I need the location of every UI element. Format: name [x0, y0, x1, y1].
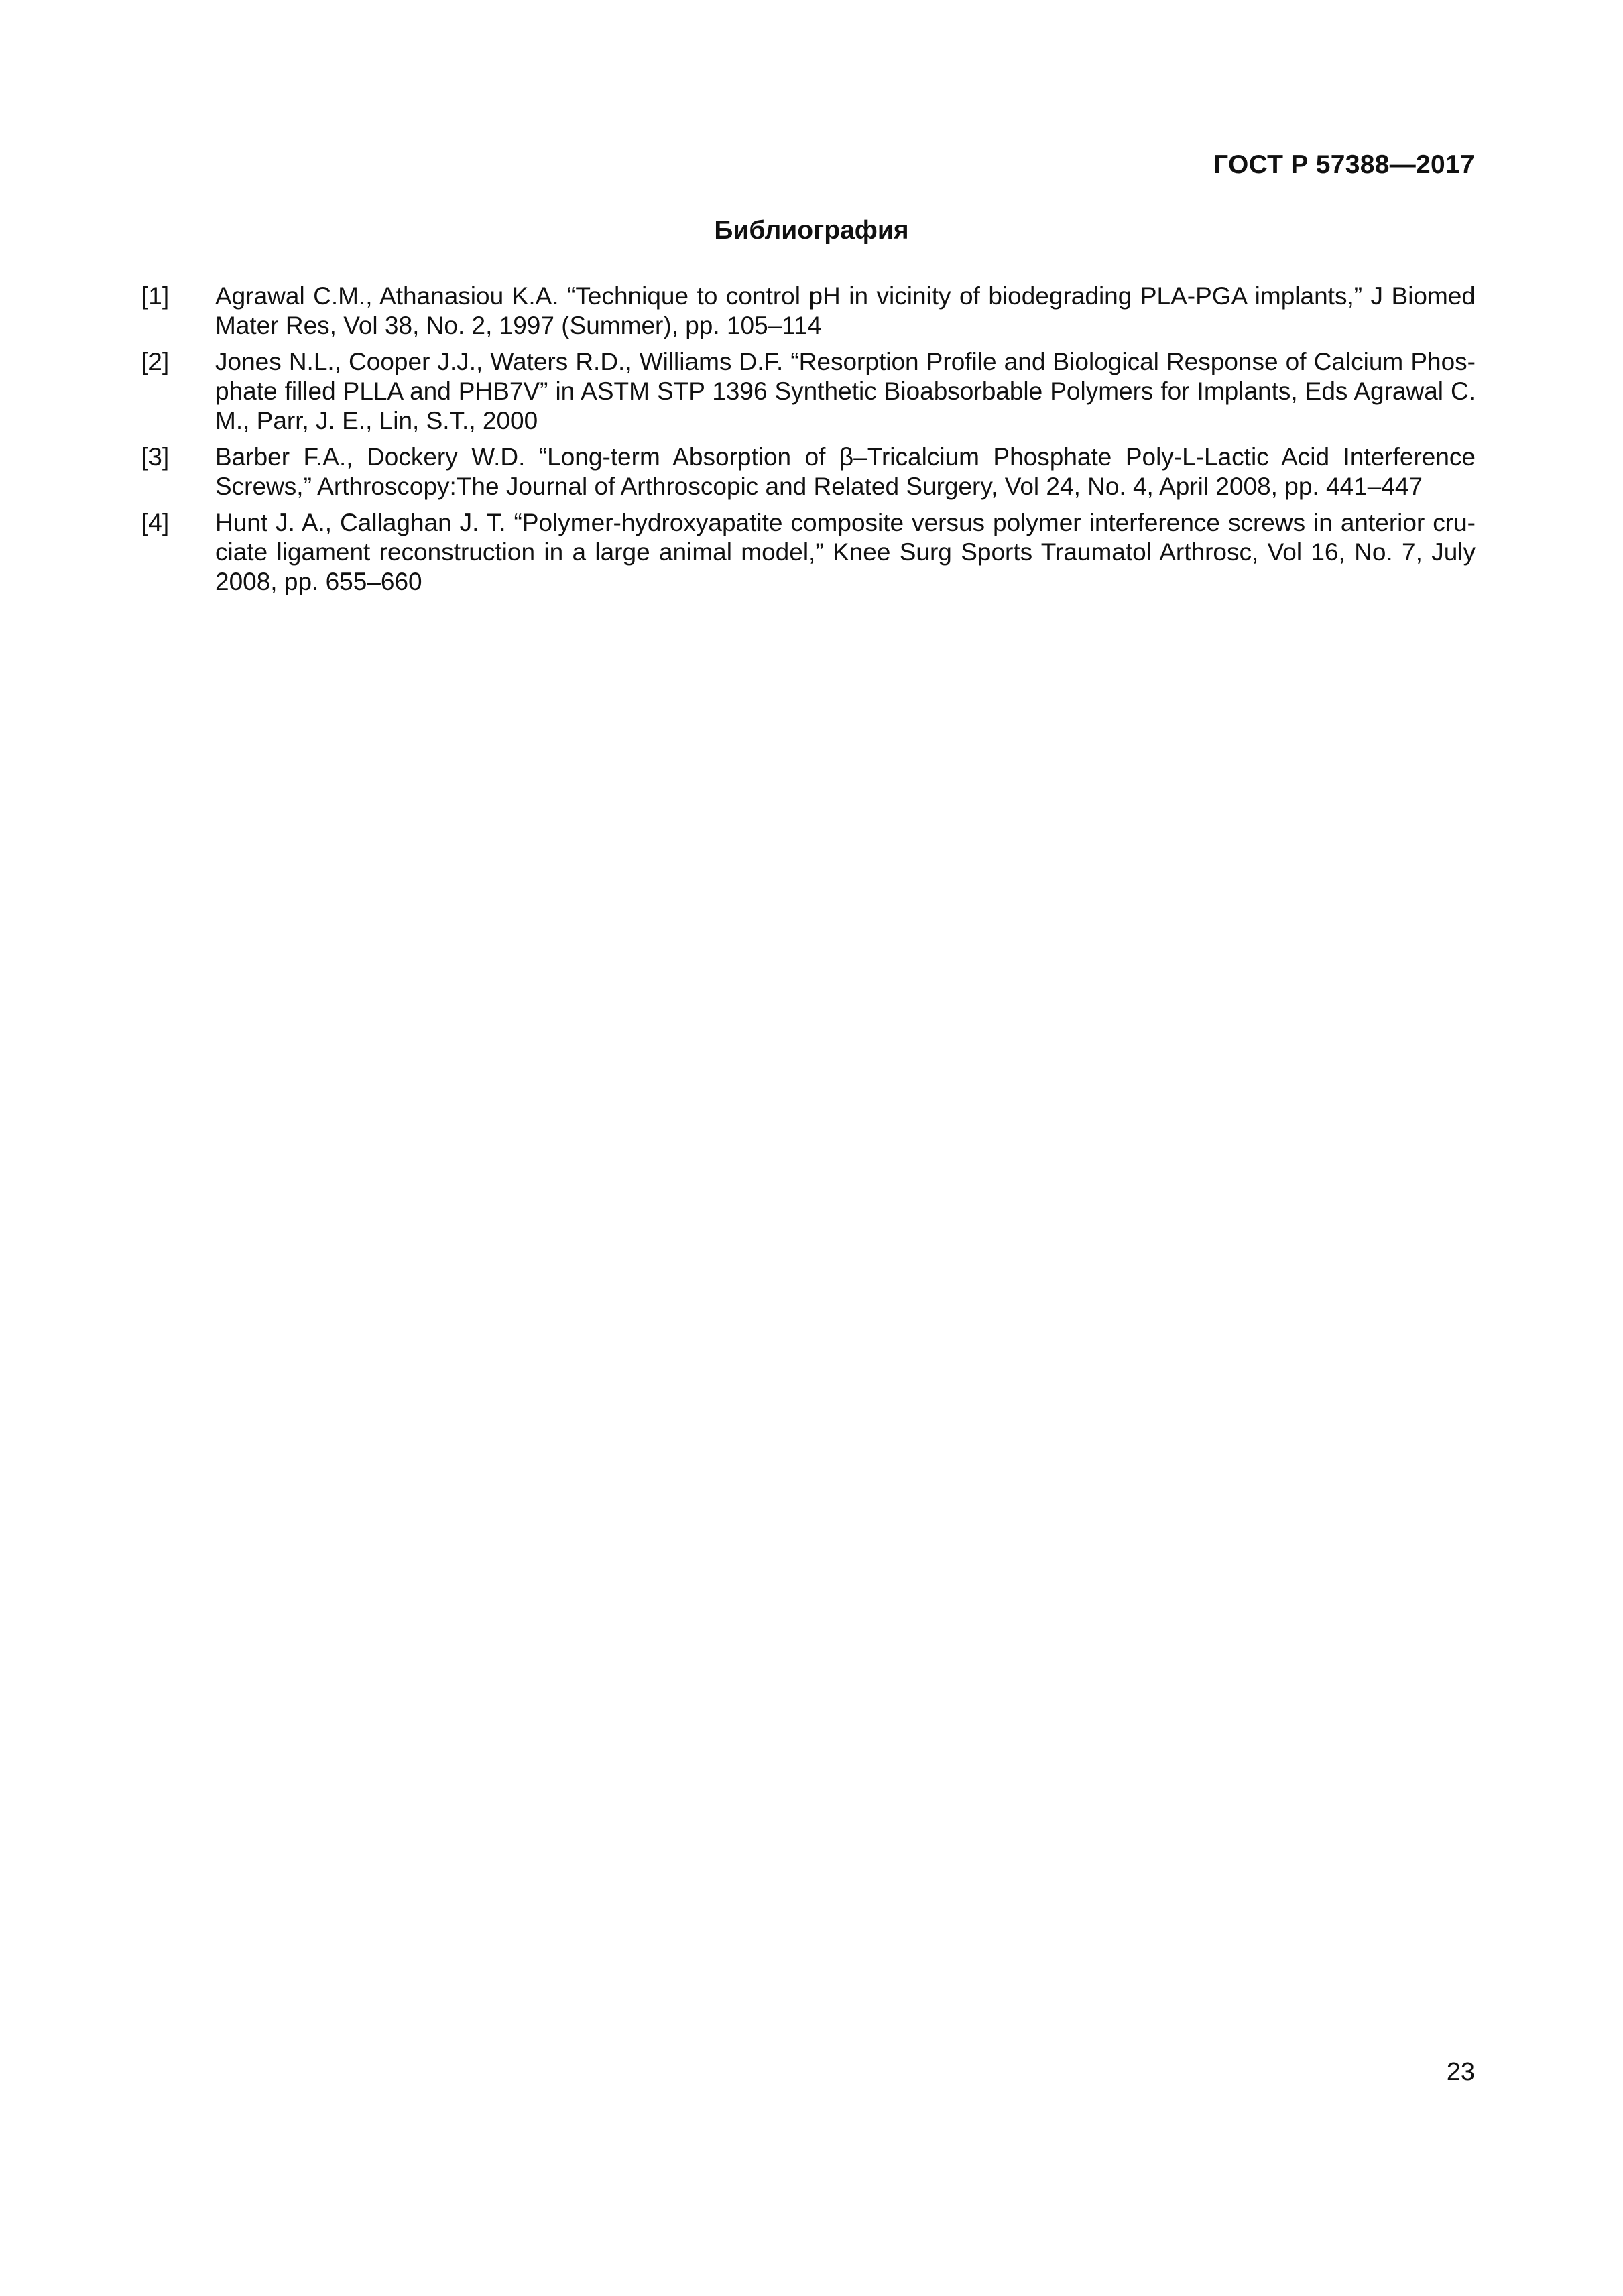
- reference-number: [2]: [141, 348, 170, 375]
- reference-number: [3]: [141, 443, 170, 471]
- reference-item: [141, 282, 1476, 341]
- bibliography-title: Библиография: [714, 216, 909, 245]
- reference-text: Hunt J. A., Callaghan J. T. “Polymer-hydroxyapatite composite versus polymer interference screws in anterior cruciate ligament reconstruction in a large animal model,” Knee Surg Sports Traumatol Arthrosc, Vol 16, No. 7, July 2008, pp. 655–660: [215, 509, 1476, 595]
- reference-item: [141, 347, 1476, 436]
- reference-number: [4]: [141, 509, 170, 536]
- reference-number: [1]: [141, 282, 170, 310]
- reference-item: [141, 508, 1476, 597]
- reference-text: Barber F.A., Dockery W.D. “Long-term Absorption of β–Tricalcium Phosphate Poly-L-Lactic Acid Interference Screws,” Arthroscopy:The Journal of Arthroscopic and Related Surgery, Vol 24, No. 4, April 2008, pp. 441–447: [215, 443, 1476, 500]
- reference-text: Jones N.L., Cooper J.J., Waters R.D., Williams D.F. “Resorption Profile and Biological Response of Calcium Phosphate filled PLLA and PHB7V” in ASTM STP 1396 Synthetic Bioabsorbable Polymers for Implants, Eds Agrawal C. M., Parr, J. E., Lin, S.T., 2000: [215, 348, 1476, 434]
- reference-list: [141, 282, 1476, 603]
- reference-item: [141, 442, 1476, 501]
- document-code: ГОСТ Р 57388—2017: [1213, 150, 1475, 179]
- page-number: 23: [1446, 2058, 1475, 2086]
- reference-text: Agrawal C.M., Athanasiou K.A. “Technique to control pH in vicinity of biodegrading PLA-PGA implants,” J Biomed Mater Res, Vol 38, No. 2, 1997 (Summer), pp. 105–114: [215, 282, 1476, 339]
